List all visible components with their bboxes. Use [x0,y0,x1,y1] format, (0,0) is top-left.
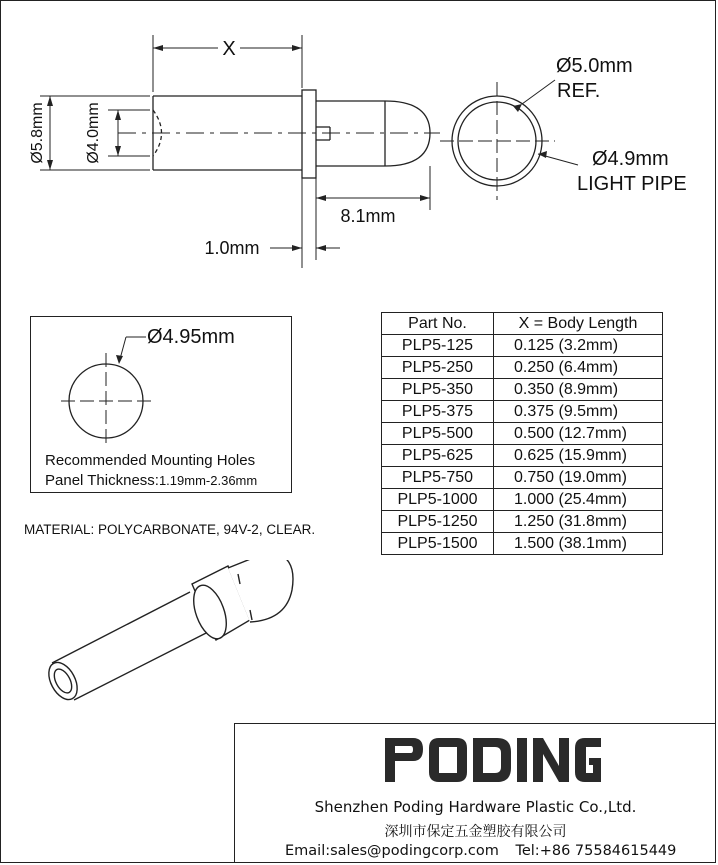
panel-thickness-value: 1.19mm-2.36mm [158,473,258,488]
header-body-length: X = Body Length [494,313,663,335]
hole-dia-label: Ø4.95mm [147,326,235,348]
contact-tel: Tel:+86 75584615449 [515,843,677,859]
part-no-cell: PLP5-750 [382,467,494,489]
part-no-cell: PLP5-350 [382,379,494,401]
isometric-light-pipe-drawing [40,560,350,720]
material-note: MATERIAL: POLYCARBONATE, 94V-2, CLEAR. [24,522,316,537]
mounting-caption [45,451,257,491]
dim-ref-dia-label: Ø5.0mm [556,55,633,77]
body-length-cell: 1.000 (25.4mm) [494,489,663,511]
body-length-cell: 0.750 (19.0mm) [494,467,663,489]
body-length-cell: 0.500 (12.7mm) [494,423,663,445]
mounting-hole-drawing [31,317,291,447]
panel-thickness-label: Panel Thickness: [45,472,159,489]
part-no-cell: PLP5-625 [382,445,494,467]
body-length-cell: 0.350 (8.9mm) [494,379,663,401]
side-view-drawing [0,0,718,300]
table-row [382,489,663,511]
body-length-cell: 0.625 (15.9mm) [494,445,663,467]
table-row [382,357,663,379]
parts-table [381,312,663,555]
header-part-no: Part No. [382,313,494,335]
body-length-cell: 0.375 (9.5mm) [494,401,663,423]
company-name-cn: 深圳市保定五金塑胶有限公司 [384,824,567,840]
contact-email: Email:sales@podingcorp.com [285,843,499,859]
part-no-cell: PLP5-1250 [382,511,494,533]
dim-ref-label: REF. [557,80,601,102]
table-row [382,445,663,467]
table-row [382,335,663,357]
table-row [382,379,663,401]
body-length-cell: 1.250 (31.8mm) [494,511,663,533]
company-logo [383,732,603,793]
dim-lens-length-label: 8.1mm [340,206,396,226]
dim-inner-dia-label: Ø4.0mm [85,102,102,164]
mounting-caption-title: Recommended Mounting Holes [45,452,256,469]
part-no-cell: PLP5-1500 [382,533,494,555]
dim-x-label: X [222,38,236,60]
table-row [382,467,663,489]
body-length-cell: 0.125 (3.2mm) [494,335,663,357]
logo-wordmark [383,732,603,788]
table-row [382,533,663,555]
mounting-hole-box [30,316,292,493]
dim-pipe-dia-label: Ø4.9mm [592,148,669,170]
dim-flange-label: 1.0mm [204,238,260,258]
dim-outer-dia-label: Ø5.8mm [29,102,46,164]
table-row [382,423,663,445]
table-header-row [382,313,663,335]
dim-pipe-label: LIGHT PIPE [577,173,687,195]
part-no-cell: PLP5-500 [382,423,494,445]
table-row [382,511,663,533]
body-length-cell: 0.250 (6.4mm) [494,357,663,379]
part-no-cell: PLP5-1000 [382,489,494,511]
contact-info [285,843,676,859]
panel-thickness [45,471,257,491]
company-name-en: Shenzhen Poding Hardware Plastic Co.,Ltd. [314,798,637,816]
part-no-cell: PLP5-375 [382,401,494,423]
body-length-cell: 1.500 (38.1mm) [494,533,663,555]
part-no-cell: PLP5-250 [382,357,494,379]
company-footer [234,723,716,863]
part-no-cell: PLP5-125 [382,335,494,357]
table-row [382,401,663,423]
